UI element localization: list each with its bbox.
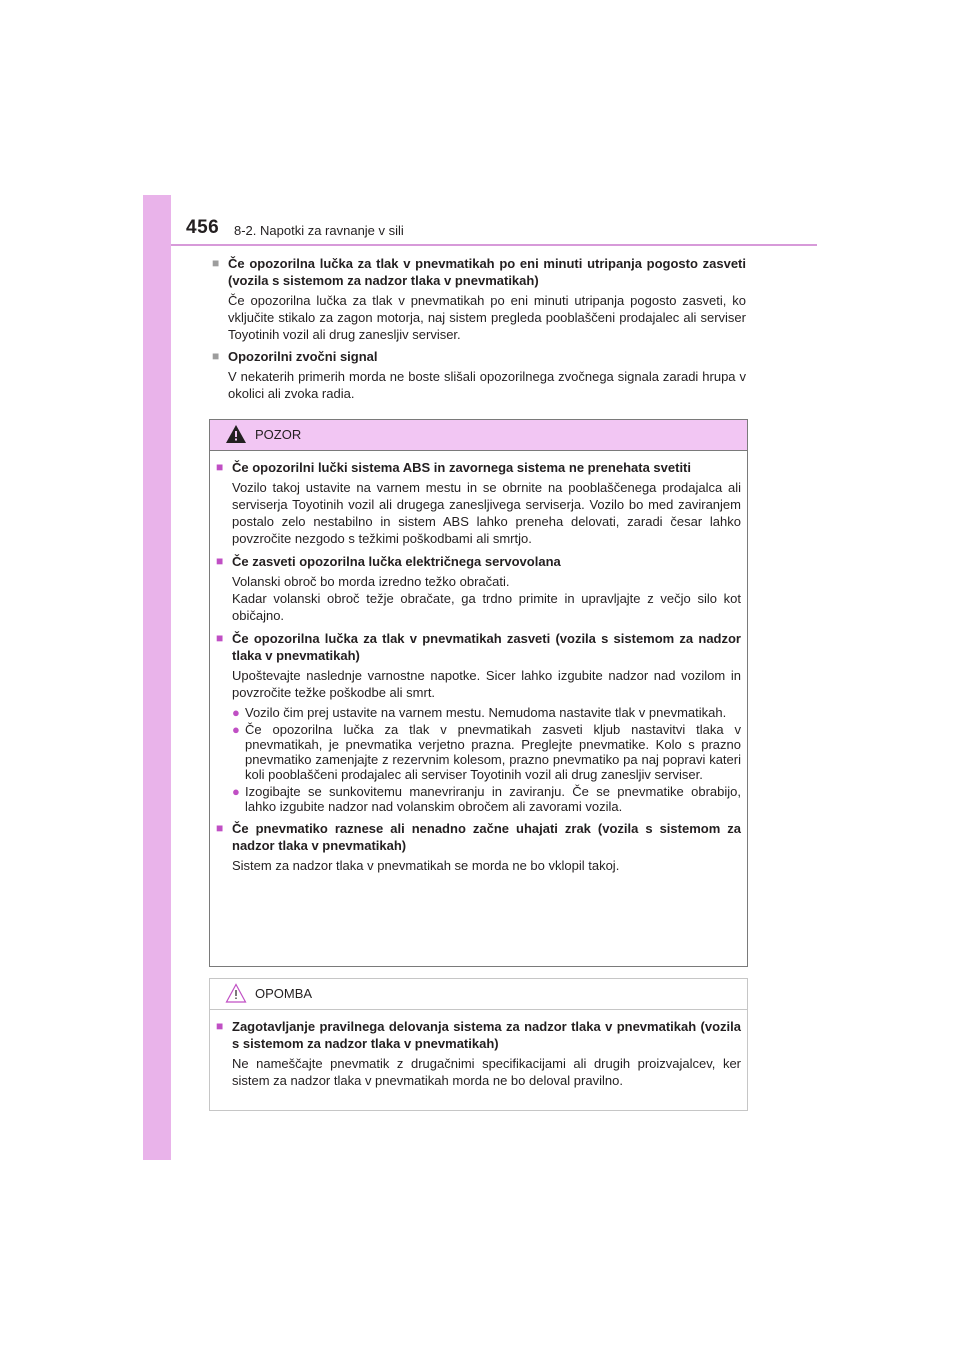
section-text: Volanski obroč bo morda izredno težko obračati. [232, 574, 510, 589]
intro-content [212, 255, 746, 407]
section-text: Kadar volanski obroč težje obračate, ga trdno primite in upravljajte z večjo silo kot običajno. [232, 591, 741, 623]
pozor-section-blowout [216, 820, 741, 874]
section-heading: Če opozorilna lučka za tlak v pnevmatikah zasveti (vozila s sistemom za nadzor tlaka v pnevmatikah) [232, 631, 741, 663]
list-item: ● Izogibajte se sunkovitemu manevriranju in zaviranju. Če se pnevmatike obrabijo, lahko izgubite nadzor nad volanskim obročem ali zavorami vozila. [232, 784, 741, 814]
bullet-list [232, 705, 741, 814]
square-bullet-icon: ■ [212, 349, 220, 363]
chapter-side-tab [143, 195, 171, 1160]
page-number: 456 [186, 217, 220, 238]
opomba-notice-box [209, 978, 748, 1111]
square-bullet-icon: ■ [212, 256, 220, 270]
square-bullet-icon: ■ [216, 1019, 224, 1033]
section-text: Ne nameščajte pnevmatik z drugačnimi specifikacijami ali drugih proizvajalcev, ker sistem za nadzor tlaka v pnevmatikah morda ne bo deloval pravilno. [232, 1056, 741, 1088]
opomba-section [216, 1018, 741, 1089]
opomba-header [210, 979, 747, 1010]
pozor-section-tpms [216, 630, 741, 814]
opomba-label: OPOMBA [255, 986, 313, 1001]
section-text: Sistem za nadzor tlaka v pnevmatikah se morda ne bo vklopil takoj. [232, 858, 620, 873]
section-warning-buzzer [212, 348, 746, 402]
round-bullet-icon: ● [232, 705, 240, 720]
section-heading: Zagotavljanje pravilnega delovanja sistema za nadzor tlaka v pnevmatikah (vozila s sistemom za nadzor tlaka v pnevmatikah) [232, 1019, 741, 1051]
section-blinking-tpms [212, 255, 746, 343]
section-text: Če opozorilna lučka za tlak v pnevmatikah po eni minuti utripanja pogosto zasveti, ko vključite stikalo za zagon motorja, naj sistem pregleda pooblaščeni prodajalec ali serviser Toyotinih vozil ali drug zanesljiv serviser. [228, 293, 746, 342]
caution-outline-icon [225, 983, 247, 1003]
section-text: Vozilo takoj ustavite na varnem mestu in se obrnite na pooblaščenega prodajalca ali serviserja Toyotinih vozil ali drugega zanesljivega serviserja. Vozilo bo med zaviranjem postalo zelo nestabilno in sistem ABS lahko preneha delovati, zaradi česar lahko povzročite nezgodo s težkimi poškodbami ali smrtjo. [232, 480, 741, 546]
pozor-section-eps [216, 553, 741, 624]
list-item: ● Vozilo čim prej ustavite na varnem mestu. Nemudoma nastavite tlak v pnevmatikah. [232, 705, 727, 720]
round-bullet-icon: ● [232, 722, 240, 737]
pozor-header [210, 420, 747, 451]
section-heading: Če zasveti opozorilna lučka električnega servovolana [232, 554, 561, 569]
round-bullet-icon: ● [232, 784, 240, 799]
square-bullet-icon: ■ [216, 821, 224, 835]
pozor-section-abs [216, 459, 741, 547]
header-rule [171, 244, 817, 246]
section-text: Upoštevajte naslednje varnostne napotke. Sicer lahko izgubite nadzor nad vozilom in povzročite težke poškodbe ali smrt. [232, 668, 741, 700]
section-heading: Če opozorilna lučka za tlak v pnevmatikah po eni minuti utripanja pogosto zasveti (vozila s sistemom za nadzor tlaka v pnevmatikah) [228, 256, 746, 288]
pozor-warning-box [209, 419, 748, 967]
section-heading: Če opozorilni lučki sistema ABS in zavornega sistema ne prenehata svetiti [232, 460, 691, 475]
pozor-label: POZOR [255, 427, 302, 442]
list-item: ● Če opozorilna lučka za tlak v pnevmatikah zasveti kljub nastavitvi tlaka v pnevmatikah, je pnevmatika verjetno prazna. Preglejte pnevmatike. Kolo s prazno pnevmatiko zamenjajte z rezervnim kolesom, prazno pnevmatiko pa naj popravi kateri koli pooblaščeni prodajalec ali serviser Toyotinih vozil ali drug zanesljiv serviser. [232, 722, 741, 782]
square-bullet-icon: ■ [216, 631, 224, 645]
section-text: V nekaterih primerih morda ne boste slišali opozorilnega zvočnega signala zaradi hrupa v okolici ali zvoka radia. [228, 369, 746, 401]
chapter-title: 8-2. Napotki za ravnanje v sili [234, 223, 404, 238]
square-bullet-icon: ■ [216, 460, 224, 474]
section-heading: Opozorilni zvočni signal [228, 349, 378, 364]
square-bullet-icon: ■ [216, 554, 224, 568]
warning-icon [225, 424, 247, 444]
section-heading: Če pnevmatiko raznese ali nenadno začne uhajati zrak (vozila s sistemom za nadzor tlaka v pnevmatikah) [232, 821, 741, 853]
